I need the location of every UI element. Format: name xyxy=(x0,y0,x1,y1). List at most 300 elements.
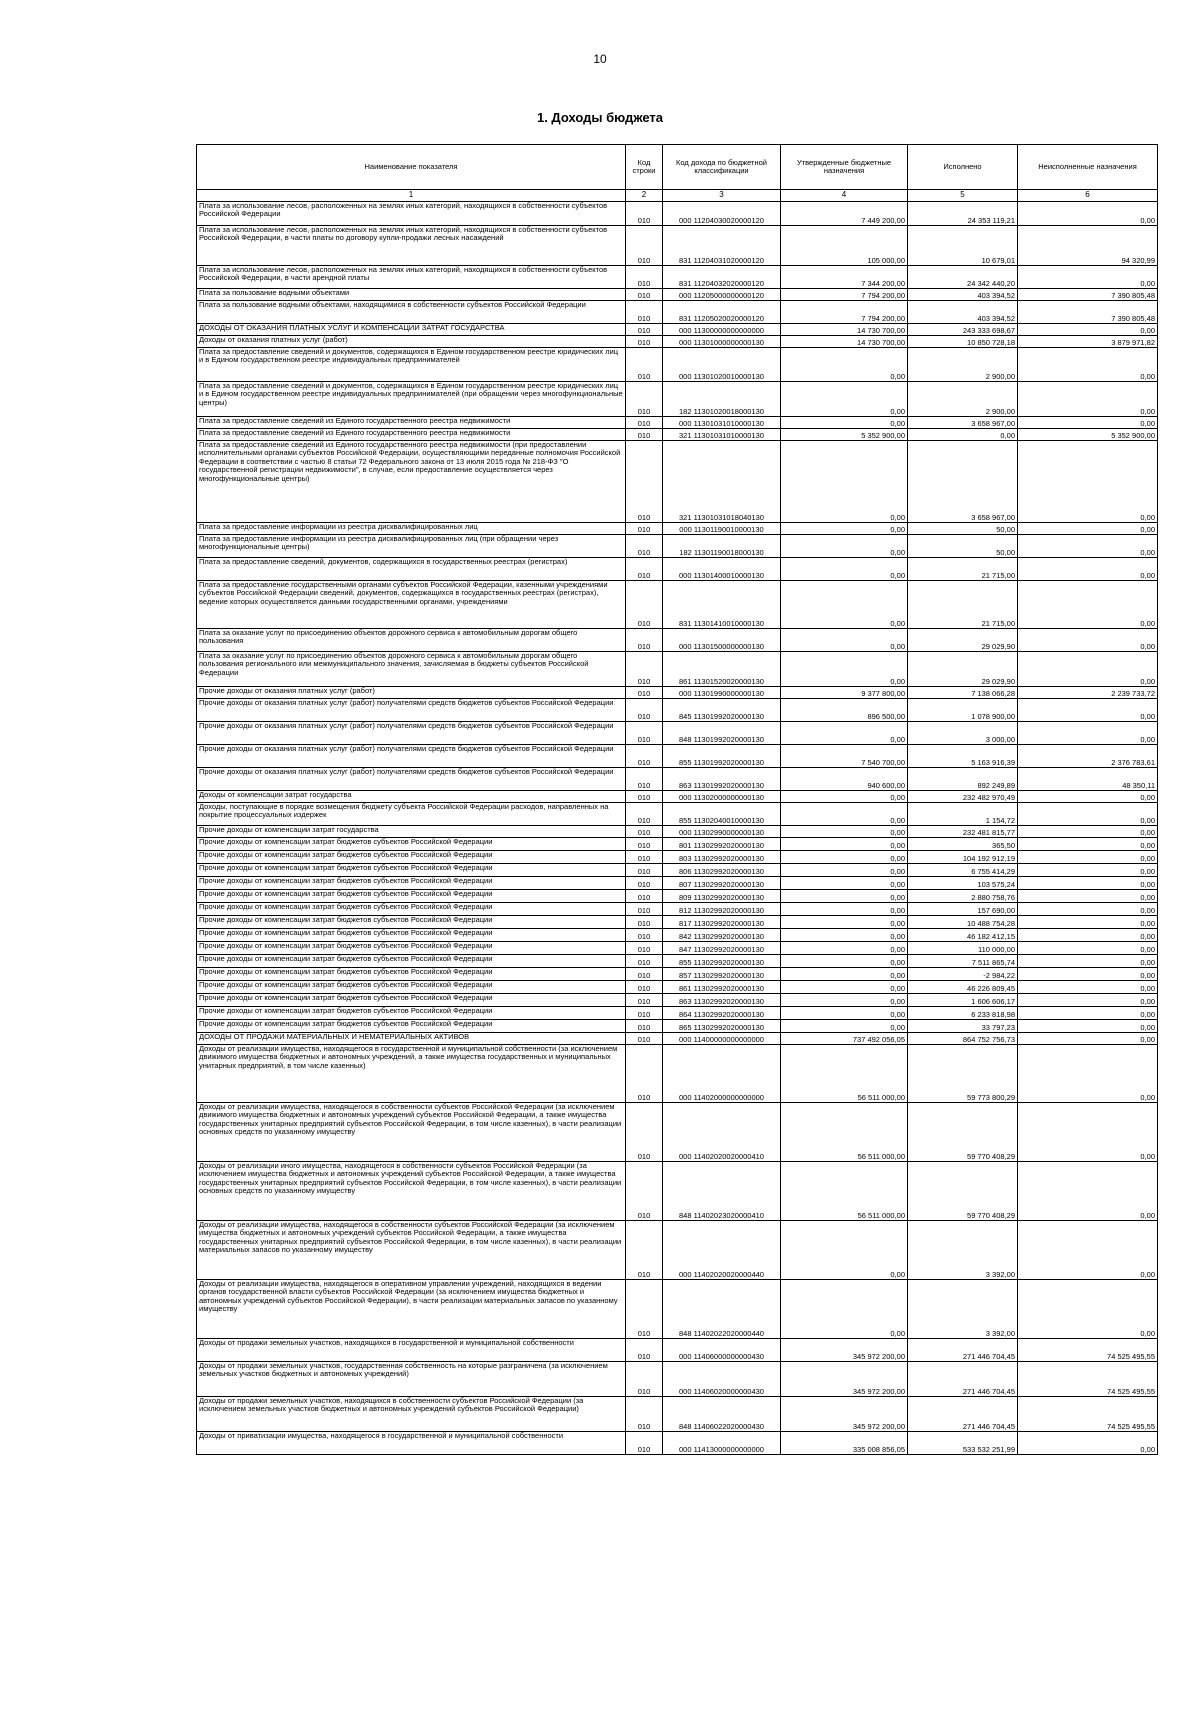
row-unexecuted: 7 390 805,48 xyxy=(1018,289,1158,301)
row-executed: 232 482 970,49 xyxy=(908,791,1018,803)
row-line-code: 010 xyxy=(626,955,663,968)
row-executed: 46 226 809,45 xyxy=(908,981,1018,994)
row-unexecuted: 0,00 xyxy=(1018,826,1158,838)
row-income-code: 855 11302040010000130 xyxy=(663,803,781,826)
row-income-code: 817 11302992020000130 xyxy=(663,916,781,929)
row-name xyxy=(197,1020,626,1033)
row-unexecuted: 0,00 xyxy=(1018,581,1158,629)
row-executed: 21 715,00 xyxy=(908,558,1018,581)
row-executed: 6 755 414,29 xyxy=(908,864,1018,877)
row-line-code: 010 xyxy=(626,202,663,226)
row-name-text: Прочие доходы от компенсации затрат бюджетов субъектов Российской Федерации xyxy=(199,863,493,872)
row-income-code: 000 11301990000000130 xyxy=(663,687,781,699)
row-name-text: Плата за предоставление сведений и документов, содержащихся в Едином государственном реестре юридических лиц и в Едином государственном реестре индивидуальных предпринимателей xyxy=(199,347,619,365)
row-approved: 7 794 200,00 xyxy=(781,301,908,324)
row-name xyxy=(197,581,626,629)
row-name-text: Прочие доходы от компенсации затрат бюджетов субъектов Российской Федерации xyxy=(199,876,493,885)
row-approved: 0,00 xyxy=(781,629,908,652)
row-line-code: 010 xyxy=(626,903,663,916)
table-row xyxy=(197,336,1158,348)
row-approved: 0,00 xyxy=(781,877,908,890)
row-approved: 0,00 xyxy=(781,652,908,687)
row-approved: 9 377 800,00 xyxy=(781,687,908,699)
row-name xyxy=(197,968,626,981)
row-unexecuted: 0,00 xyxy=(1018,558,1158,581)
row-executed: 1 078 900,00 xyxy=(908,699,1018,722)
table-row xyxy=(197,324,1158,336)
row-income-code: 000 11301400010000130 xyxy=(663,558,781,581)
row-line-code: 010 xyxy=(626,722,663,745)
row-unexecuted: 0,00 xyxy=(1018,523,1158,535)
row-name xyxy=(197,1339,626,1362)
table-row xyxy=(197,803,1158,826)
row-name-text: ДОХОДЫ ОТ ПРОДАЖИ МАТЕРИАЛЬНЫХ И НЕМАТЕРИАЛЬНЫХ АКТИВОВ xyxy=(199,1032,470,1041)
row-line-code: 010 xyxy=(626,289,663,301)
row-unexecuted: 0,00 xyxy=(1018,942,1158,955)
table-row xyxy=(197,929,1158,942)
row-executed: 271 446 704,45 xyxy=(908,1339,1018,1362)
row-name xyxy=(197,535,626,558)
row-unexecuted: 0,00 xyxy=(1018,535,1158,558)
row-line-code: 010 xyxy=(626,745,663,768)
row-approved: 0,00 xyxy=(781,864,908,877)
row-unexecuted: 0,00 xyxy=(1018,1162,1158,1221)
table-row xyxy=(197,1007,1158,1020)
row-name xyxy=(197,1362,626,1397)
row-income-code: 842 11302992020000130 xyxy=(663,929,781,942)
header-executed: Исполнено xyxy=(908,145,1018,190)
row-name xyxy=(197,1033,626,1045)
row-unexecuted: 0,00 xyxy=(1018,722,1158,745)
table-row xyxy=(197,523,1158,535)
table-row xyxy=(197,968,1158,981)
row-unexecuted: 0,00 xyxy=(1018,994,1158,1007)
row-unexecuted: 5 352 900,00 xyxy=(1018,429,1158,441)
row-name xyxy=(197,1103,626,1162)
row-approved: 105 000,00 xyxy=(781,226,908,266)
row-name-text: Прочие доходы от компенсации затрат бюджетов субъектов Российской Федерации xyxy=(199,1019,493,1028)
row-approved: 896 500,00 xyxy=(781,699,908,722)
row-unexecuted: 0,00 xyxy=(1018,955,1158,968)
table-row xyxy=(197,289,1158,301)
row-name-text: ДОХОДЫ ОТ ОКАЗАНИЯ ПЛАТНЫХ УСЛУГ И КОМПЕНСАЦИИ ЗАТРАТ ГОСУДАРСТВА xyxy=(199,323,505,332)
table-row xyxy=(197,202,1158,226)
row-income-code: 861 11302992020000130 xyxy=(663,981,781,994)
row-line-code: 010 xyxy=(626,535,663,558)
row-income-code: 831 11204031020000120 xyxy=(663,226,781,266)
header-line-code: Код строки xyxy=(626,145,663,190)
row-unexecuted: 94 320,99 xyxy=(1018,226,1158,266)
row-executed: 10 850 728,18 xyxy=(908,336,1018,348)
row-line-code: 010 xyxy=(626,441,663,523)
row-line-code: 010 xyxy=(626,1432,663,1455)
row-name xyxy=(197,994,626,1007)
row-line-code: 010 xyxy=(626,581,663,629)
row-income-code: 321 11301031010000130 xyxy=(663,429,781,441)
header-approved: Утвержденные бюджетные назначения xyxy=(781,145,908,190)
row-name-text: Доходы от оказания платных услуг (работ) xyxy=(199,335,348,344)
row-name xyxy=(197,903,626,916)
row-line-code: 010 xyxy=(626,929,663,942)
table-row xyxy=(197,417,1158,429)
table-row xyxy=(197,382,1158,417)
row-approved: 0,00 xyxy=(781,916,908,929)
row-approved: 0,00 xyxy=(781,348,908,382)
row-income-code: 812 11302992020000130 xyxy=(663,903,781,916)
row-income-code: 000 11301500000000130 xyxy=(663,629,781,652)
row-approved: 0,00 xyxy=(781,890,908,903)
row-name xyxy=(197,791,626,803)
row-name xyxy=(197,441,626,523)
row-approved: 0,00 xyxy=(781,441,908,523)
row-name xyxy=(197,1221,626,1280)
row-executed: 533 532 251,99 xyxy=(908,1432,1018,1455)
row-name xyxy=(197,826,626,838)
row-unexecuted: 0,00 xyxy=(1018,1103,1158,1162)
row-line-code: 010 xyxy=(626,382,663,417)
table-row xyxy=(197,226,1158,266)
row-unexecuted: 0,00 xyxy=(1018,929,1158,942)
row-name xyxy=(197,523,626,535)
row-line-code: 010 xyxy=(626,558,663,581)
row-name-text: Доходы от продажи земельных участков, государственная собственность на которые разграничена (за исключением земельных участков бюджетных и автономных учреждений) xyxy=(199,1361,608,1379)
row-unexecuted: 0,00 xyxy=(1018,1033,1158,1045)
row-income-code: 000 11301031010000130 xyxy=(663,417,781,429)
row-name xyxy=(197,851,626,864)
row-income-code: 861 11301520020000130 xyxy=(663,652,781,687)
row-executed: 0,00 xyxy=(908,429,1018,441)
row-name xyxy=(197,722,626,745)
row-executed: 59 773 800,29 xyxy=(908,1045,1018,1103)
row-name-text: Плата за предоставление информации из реестра дисквалифицированных лиц (при обращении через многофункциональные центры) xyxy=(199,534,559,552)
row-approved: 0,00 xyxy=(781,581,908,629)
row-income-code: 000 11301020010000130 xyxy=(663,348,781,382)
row-executed: 6 233 818,98 xyxy=(908,1007,1018,1020)
row-executed: 59 770 408,29 xyxy=(908,1103,1018,1162)
header-unexecuted: Неисполненные назначения xyxy=(1018,145,1158,190)
row-unexecuted: 2 376 783,61 xyxy=(1018,745,1158,768)
row-name-text: Доходы, поступающие в порядке возмещения бюджету субъекта Российской Федерации расходов, направленных на покрытие процессуальных издержек xyxy=(199,802,609,820)
row-approved: 0,00 xyxy=(781,417,908,429)
row-approved: 345 972 200,00 xyxy=(781,1339,908,1362)
row-name xyxy=(197,336,626,348)
table-row xyxy=(197,1162,1158,1221)
table-row xyxy=(197,1103,1158,1162)
row-income-code: 182 11301020018000130 xyxy=(663,382,781,417)
row-name-text: Доходы от реализации имущества, находящегося в собственности субъектов Российской Федерации (за исключением имущества бюджетных и автономных учреждений субъектов Российской Федерации, а также имущества государственных унитарных предприятий субъектов Российской Федерации, в том числе казенных), в части реализации материальных запасов по указанному имуществу xyxy=(199,1220,622,1255)
row-unexecuted: 0,00 xyxy=(1018,202,1158,226)
row-income-code: 863 11301992020000130 xyxy=(663,768,781,791)
row-unexecuted: 0,00 xyxy=(1018,903,1158,916)
row-name xyxy=(197,838,626,851)
row-approved: 0,00 xyxy=(781,968,908,981)
row-unexecuted: 0,00 xyxy=(1018,699,1158,722)
row-unexecuted: 0,00 xyxy=(1018,652,1158,687)
table-body xyxy=(197,202,1158,1455)
row-income-code: 848 11406022020000430 xyxy=(663,1397,781,1432)
row-approved: 0,00 xyxy=(781,382,908,417)
row-name xyxy=(197,929,626,942)
row-executed: 3 658 967,00 xyxy=(908,441,1018,523)
row-line-code: 010 xyxy=(626,838,663,851)
table-row xyxy=(197,745,1158,768)
row-executed: 104 192 912,19 xyxy=(908,851,1018,864)
row-name xyxy=(197,629,626,652)
row-name-text: Плата за пользование водными объектами, находящимися в собственности субъектов Российской Федерации xyxy=(199,300,586,309)
row-approved: 0,00 xyxy=(781,838,908,851)
row-name xyxy=(197,942,626,955)
row-approved: 0,00 xyxy=(781,851,908,864)
row-line-code: 010 xyxy=(626,994,663,1007)
row-name xyxy=(197,864,626,877)
row-name xyxy=(197,1397,626,1432)
row-name-text: Доходы от приватизации имущества, находящегося в государственной и муниципальной собственности xyxy=(199,1431,564,1440)
row-approved: 7 344 200,00 xyxy=(781,266,908,289)
row-executed: 271 446 704,45 xyxy=(908,1397,1018,1432)
row-unexecuted: 0,00 xyxy=(1018,890,1158,903)
table-row xyxy=(197,916,1158,929)
row-name xyxy=(197,324,626,336)
row-executed: 21 715,00 xyxy=(908,581,1018,629)
row-approved: 335 008 856,05 xyxy=(781,1432,908,1455)
row-income-code: 809 11302992020000130 xyxy=(663,890,781,903)
row-line-code: 010 xyxy=(626,687,663,699)
table-row xyxy=(197,864,1158,877)
row-unexecuted: 0,00 xyxy=(1018,1432,1158,1455)
row-name xyxy=(197,558,626,581)
row-unexecuted: 0,00 xyxy=(1018,382,1158,417)
row-executed: 403 394,52 xyxy=(908,289,1018,301)
row-executed: 10 488 754,28 xyxy=(908,916,1018,929)
row-name xyxy=(197,803,626,826)
row-income-code: 845 11301992020000130 xyxy=(663,699,781,722)
row-line-code: 010 xyxy=(626,1033,663,1045)
row-approved: 940 600,00 xyxy=(781,768,908,791)
row-income-code: 865 11302992020000130 xyxy=(663,1020,781,1033)
row-approved: 0,00 xyxy=(781,826,908,838)
row-unexecuted: 0,00 xyxy=(1018,629,1158,652)
row-executed: 50,00 xyxy=(908,523,1018,535)
table-row xyxy=(197,1397,1158,1432)
row-approved: 0,00 xyxy=(781,994,908,1007)
table-row xyxy=(197,652,1158,687)
row-name xyxy=(197,1280,626,1339)
row-executed: 3 658 967,00 xyxy=(908,417,1018,429)
row-name xyxy=(197,916,626,929)
column-number: 2 xyxy=(626,190,663,202)
row-income-code: 807 11302992020000130 xyxy=(663,877,781,890)
row-income-code: 000 11400000000000000 xyxy=(663,1033,781,1045)
table-row xyxy=(197,266,1158,289)
row-line-code: 010 xyxy=(626,336,663,348)
row-line-code: 010 xyxy=(626,890,663,903)
row-approved: 345 972 200,00 xyxy=(781,1397,908,1432)
row-line-code: 010 xyxy=(626,523,663,535)
row-name-text: Прочие доходы от компенсации затрат государства xyxy=(199,825,379,834)
row-name-text: Прочие доходы от оказания платных услуг (работ) получателями средств бюджетов субъектов Российской Федерации xyxy=(199,767,614,776)
row-name-text: Прочие доходы от оказания платных услуг (работ) получателями средств бюджетов субъектов Российской Федерации xyxy=(199,721,614,730)
row-executed: 892 249,89 xyxy=(908,768,1018,791)
income-table-wrapper xyxy=(196,144,1157,1455)
row-line-code: 010 xyxy=(626,629,663,652)
row-unexecuted: 74 525 495,55 xyxy=(1018,1397,1158,1432)
row-approved: 0,00 xyxy=(781,523,908,535)
row-unexecuted: 0,00 xyxy=(1018,838,1158,851)
table-row xyxy=(197,348,1158,382)
row-line-code: 010 xyxy=(626,1045,663,1103)
row-line-code: 010 xyxy=(626,652,663,687)
row-income-code: 847 11302992020000130 xyxy=(663,942,781,955)
row-approved: 737 492 056,05 xyxy=(781,1033,908,1045)
row-name xyxy=(197,1045,626,1103)
row-name-text: Доходы от продажи земельных участков, находящихся в собственности субъектов Российской Федерации (за исключением земельных участков бюджетных и автономных учреждений субъектов Российской Федерации) xyxy=(199,1396,584,1414)
row-income-code: 831 11204032020000120 xyxy=(663,266,781,289)
row-line-code: 010 xyxy=(626,1221,663,1280)
row-approved: 7 794 200,00 xyxy=(781,289,908,301)
row-unexecuted: 0,00 xyxy=(1018,324,1158,336)
row-line-code: 010 xyxy=(626,1362,663,1397)
row-approved: 345 972 200,00 xyxy=(781,1362,908,1397)
row-name xyxy=(197,652,626,687)
row-name-text: Доходы от реализации имущества, находящегося в собственности субъектов Российской Федерации (за исключением движимого имущества бюджетных и автономных учреждений субъектов Российской Федерации, а также имущества государственных унитарных предприятий субъектов Российской Федерации, в том числе казенных), в части реализации основных средств по указанному имуществу xyxy=(199,1102,622,1137)
row-unexecuted: 0,00 xyxy=(1018,348,1158,382)
row-line-code: 010 xyxy=(626,864,663,877)
row-unexecuted: 3 879 971,82 xyxy=(1018,336,1158,348)
row-name xyxy=(197,1432,626,1455)
row-name-text: Прочие доходы от компенсации затрат бюджетов субъектов Российской Федерации xyxy=(199,889,493,898)
row-income-code: 806 11302992020000130 xyxy=(663,864,781,877)
row-income-code: 000 11402020020000410 xyxy=(663,1103,781,1162)
column-number: 3 xyxy=(663,190,781,202)
row-income-code: 000 11406020000000430 xyxy=(663,1362,781,1397)
column-number-row xyxy=(197,190,1158,202)
row-unexecuted: 74 525 495,55 xyxy=(1018,1362,1158,1397)
row-name xyxy=(197,348,626,382)
row-line-code: 010 xyxy=(626,301,663,324)
row-unexecuted: 0,00 xyxy=(1018,1020,1158,1033)
row-name-text: Плата за предоставление государственными органами субъектов Российской Федерации, казенными учреждениями субъектов Российской Федерации сведений, документов, содержащихся в государственных реестрах (регистрах), ведение которых осуществляется данными государственными органами, учреждениями xyxy=(199,580,608,606)
row-name xyxy=(197,699,626,722)
row-executed: 271 446 704,45 xyxy=(908,1362,1018,1397)
row-unexecuted: 0,00 xyxy=(1018,1045,1158,1103)
row-unexecuted: 0,00 xyxy=(1018,916,1158,929)
column-number: 4 xyxy=(781,190,908,202)
row-name-text: Плата за предоставление сведений из Единого государственного реестра недвижимости xyxy=(199,428,511,437)
row-name-text: Плата за предоставление сведений, документов, содержащихся в государственных реестрах (регистрах) xyxy=(199,557,568,566)
row-approved: 14 730 700,00 xyxy=(781,336,908,348)
row-executed: 157 690,00 xyxy=(908,903,1018,916)
row-line-code: 010 xyxy=(626,1280,663,1339)
row-line-code: 010 xyxy=(626,981,663,994)
row-name xyxy=(197,890,626,903)
row-executed: 7 511 865,74 xyxy=(908,955,1018,968)
row-unexecuted: 0,00 xyxy=(1018,441,1158,523)
row-name xyxy=(197,429,626,441)
row-income-code: 855 11302992020000130 xyxy=(663,955,781,968)
row-executed: 110 000,00 xyxy=(908,942,1018,955)
row-income-code: 831 11205020020000120 xyxy=(663,301,781,324)
row-executed: 1 154,72 xyxy=(908,803,1018,826)
row-line-code: 010 xyxy=(626,826,663,838)
row-unexecuted: 0,00 xyxy=(1018,266,1158,289)
row-executed: 864 752 756,73 xyxy=(908,1033,1018,1045)
table-row xyxy=(197,838,1158,851)
row-unexecuted: 0,00 xyxy=(1018,981,1158,994)
table-row xyxy=(197,903,1158,916)
table-row xyxy=(197,687,1158,699)
row-name xyxy=(197,289,626,301)
row-approved: 0,00 xyxy=(781,1007,908,1020)
table-row xyxy=(197,1432,1158,1455)
row-executed: 33 797,23 xyxy=(908,1020,1018,1033)
row-name-text: Плата за предоставление сведений из Единого государственного реестра недвижимости xyxy=(199,416,511,425)
row-line-code: 010 xyxy=(626,699,663,722)
row-unexecuted: 0,00 xyxy=(1018,1221,1158,1280)
row-executed: 10 679,01 xyxy=(908,226,1018,266)
row-name-text: Плата за использование лесов, расположенных на землях иных категорий, находящихся в собственности субъектов Российской Федерации xyxy=(199,201,608,219)
row-line-code: 010 xyxy=(626,877,663,890)
row-income-code: 000 11205000000000120 xyxy=(663,289,781,301)
row-executed: 403 394,52 xyxy=(908,301,1018,324)
row-approved: 0,00 xyxy=(781,535,908,558)
row-unexecuted: 7 390 805,48 xyxy=(1018,301,1158,324)
row-approved: 0,00 xyxy=(781,942,908,955)
row-approved: 0,00 xyxy=(781,929,908,942)
row-name-text: Прочие доходы от компенсации затрат бюджетов субъектов Российской Федерации xyxy=(199,993,493,1002)
table-row xyxy=(197,1033,1158,1045)
row-name-text: Доходы от продажи земельных участков, находящихся в государственной и муниципальной собственности xyxy=(199,1338,574,1347)
row-income-code: 864 11302992020000130 xyxy=(663,1007,781,1020)
row-income-code: 000 11402020020000440 xyxy=(663,1221,781,1280)
row-line-code: 010 xyxy=(626,1103,663,1162)
row-unexecuted: 0,00 xyxy=(1018,791,1158,803)
row-executed: 59 770 408,29 xyxy=(908,1162,1018,1221)
row-line-code: 010 xyxy=(626,768,663,791)
row-income-code: 831 11301410010000130 xyxy=(663,581,781,629)
row-executed: -2 984,22 xyxy=(908,968,1018,981)
table-row xyxy=(197,981,1158,994)
row-income-code: 000 11302000000000130 xyxy=(663,791,781,803)
table-row xyxy=(197,877,1158,890)
row-executed: 365,50 xyxy=(908,838,1018,851)
row-approved: 0,00 xyxy=(781,1221,908,1280)
row-name-text: Прочие доходы от компенсации затрат бюджетов субъектов Российской Федерации xyxy=(199,850,493,859)
row-executed: 2 880 758,76 xyxy=(908,890,1018,903)
row-name xyxy=(197,955,626,968)
row-income-code: 801 11302992020000130 xyxy=(663,838,781,851)
row-line-code: 010 xyxy=(626,1339,663,1362)
row-unexecuted: 0,00 xyxy=(1018,1007,1158,1020)
table-row xyxy=(197,1221,1158,1280)
header-name: Наименование показателя xyxy=(197,145,626,190)
row-approved: 0,00 xyxy=(781,722,908,745)
row-income-code: 000 11413000000000000 xyxy=(663,1432,781,1455)
row-line-code: 010 xyxy=(626,851,663,864)
row-approved: 0,00 xyxy=(781,1020,908,1033)
row-approved: 0,00 xyxy=(781,791,908,803)
row-executed: 103 575,24 xyxy=(908,877,1018,890)
row-income-code: 182 11301190018000130 xyxy=(663,535,781,558)
table-row xyxy=(197,890,1158,903)
table-row xyxy=(197,1339,1158,1362)
table-row xyxy=(197,1045,1158,1103)
row-income-code: 000 11301000000000130 xyxy=(663,336,781,348)
row-name xyxy=(197,745,626,768)
row-name-text: Прочие доходы от оказания платных услуг (работ) получателями средств бюджетов субъектов Российской Федерации xyxy=(199,698,614,707)
row-name-text: Плата за оказание услуг по присоединению объектов дорожного сервиса к автомобильным дорогам общего пользования регионального или межмуниципального значения, зачисляемая в бюджеты субъектов Российской Федерации xyxy=(199,651,589,677)
row-name-text: Прочие доходы от компенсации затрат бюджетов субъектов Российской Федерации xyxy=(199,967,493,976)
row-name-text: Прочие доходы от оказания платных услуг (работ) получателями средств бюджетов субъектов Российской Федерации xyxy=(199,744,614,753)
